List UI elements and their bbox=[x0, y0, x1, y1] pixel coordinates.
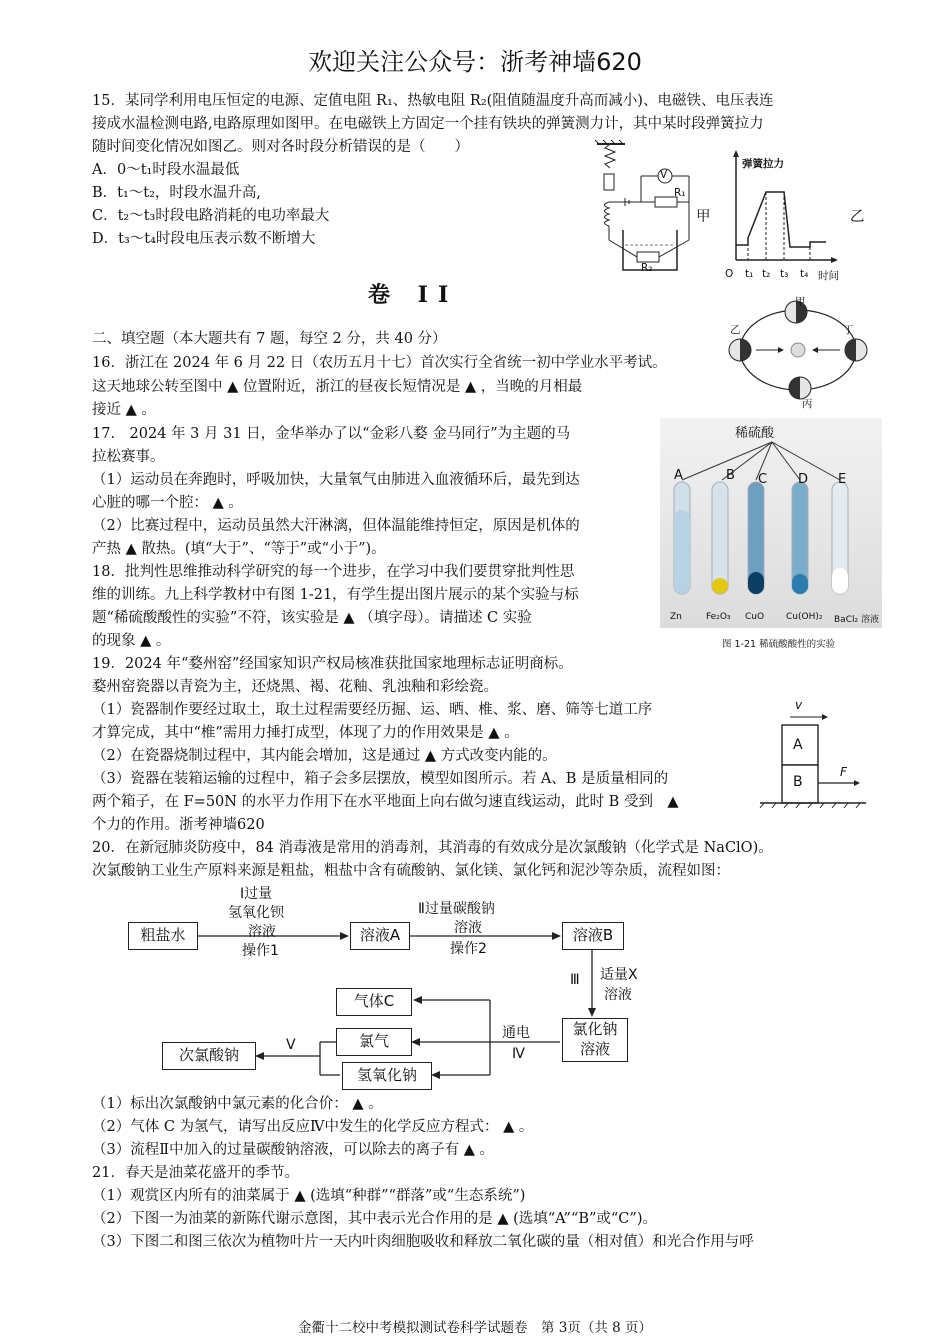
q17-line-6: 产热 ▲ 散热。(填“大于”、“等于”或“小于”)。 bbox=[92, 541, 386, 557]
q15-line-2: 接成水温检测电路,电路原理如图甲。在电磁铁上方固定一个挂有铁块的弹簧测力计，其中某时段弹簧拉力 bbox=[92, 116, 764, 132]
velocity-label: v bbox=[795, 698, 803, 712]
orbit-label-jia: 甲 bbox=[795, 296, 806, 308]
flow-step4-line2: Ⅳ bbox=[512, 1046, 525, 1062]
q21-line-4: （3）下图二和图三依次为植物叶片一天内叶肉细胞吸收和释放二氧化碳的量（相对值）和光合作用与呼 bbox=[92, 1234, 754, 1250]
tube-letter-e: E bbox=[838, 472, 847, 487]
circuit-voltmeter-label: V bbox=[660, 169, 668, 181]
q19-line-4: 才算完成，其中“椎”需用力捶打成型，体现了力的作用效果是 ▲ 。 bbox=[92, 725, 519, 741]
flow-box-chlorine: 氯气 bbox=[336, 1028, 412, 1056]
circuit-r1-label: R₁ bbox=[674, 187, 686, 199]
q15-line-3: 随时间变化情况如图乙。则对各时段分析错误的是（ ） bbox=[92, 139, 469, 155]
orbit-label-yi: 乙 bbox=[730, 324, 741, 336]
orbit-label-bing: 丙 bbox=[802, 398, 813, 410]
tube-letter-c: C bbox=[758, 472, 768, 487]
graph-x-t1: t₁ bbox=[745, 268, 754, 280]
q18-line-4: 的现象 ▲ 。 bbox=[92, 633, 171, 649]
q21-line-3: （2）下图一为油菜的新陈代谢示意图，其中表示光合作用的是 ▲ (选填“A”“B”或“C”)。 bbox=[92, 1211, 657, 1227]
flow-box-naoh: 氢氧化钠 bbox=[342, 1062, 432, 1090]
flow-box-naclo: 次氯酸钠 bbox=[162, 1042, 256, 1070]
flow-box-gas-c: 气体C bbox=[336, 988, 412, 1016]
tube-label-fe2o3: Fe₂O₃ bbox=[706, 612, 731, 622]
flow-step2-line2: 溶液 bbox=[454, 920, 482, 936]
flow-box-solution-b: 溶液B bbox=[562, 922, 624, 950]
flow-step4-line1: 通电 bbox=[502, 1025, 530, 1041]
q19-line-6: （3）瓷器在装箱运输的过程中，箱子会多层摆放，模型如图所示。若 A、B 是质量相同的 bbox=[92, 771, 669, 787]
q20-sub-3: （3）流程Ⅱ中加入的过量碳酸钠溶液，可以除去的离子有 ▲ 。 bbox=[92, 1142, 494, 1158]
flow-step5: Ⅴ bbox=[286, 1037, 296, 1053]
q15-line-1: 15．某同学利用电压恒定的电源、定值电阻 R₁、热敏电阻 R₂(阻值随温度升高而减小)、电磁铁、电压表连 bbox=[92, 93, 774, 109]
q20-sub-1: （1）标出次氯酸钠中氯元素的化合价： ▲ 。 bbox=[92, 1096, 383, 1112]
flow-step1-line4: 操作1 bbox=[242, 943, 279, 959]
flow-step1-line3: 溶液 bbox=[248, 924, 276, 940]
orbit-label-ding: 丁 bbox=[843, 324, 854, 336]
q16-line-3: 接近 ▲ 。 bbox=[92, 402, 156, 418]
tube-label-zn: Zn bbox=[670, 612, 682, 622]
graph-x-t4: t₄ bbox=[800, 268, 809, 280]
q19-line-1: 19．2024 年“婺州窑”经国家知识产权局核准获批国家地理标志证明商标。 bbox=[92, 656, 573, 672]
graph-y-label: 弹簧拉力 bbox=[742, 158, 784, 170]
flow-step2-line1: Ⅱ过量碳酸钠 bbox=[418, 901, 495, 917]
flow-step1-line2: 氢氧化钡 bbox=[228, 905, 284, 921]
graph-x-t2: t₂ bbox=[762, 268, 771, 280]
q16-line-1: 16．浙江在 2024 年 6 月 22 日（农历五月十七）首次实行全省统一初中学业水平考试。 bbox=[92, 355, 667, 371]
q15-option-d: D．t₃～t₄时段电压表示数不断增大 bbox=[92, 231, 316, 247]
flow-box-nacl-solution: 氯化钠 溶液 bbox=[562, 1018, 628, 1062]
box-a-label: A bbox=[793, 737, 803, 753]
tube-label-bacl2: BaCl₂ 溶液 bbox=[834, 615, 879, 625]
graph-x-origin: O bbox=[725, 268, 734, 280]
q19-line-3: （1）瓷器制作要经过取土，取土过程需要经历掘、运、晒、椎、浆、磨、筛等七道工序 bbox=[92, 702, 653, 718]
part2-heading: 二、填空题（本大题共有 7 题，每空 2 分，共 40 分） bbox=[92, 331, 447, 347]
flow-step1-line1: Ⅰ过量 bbox=[240, 886, 273, 902]
tube-label-cuo: CuO bbox=[745, 612, 765, 622]
box-b-label: B bbox=[793, 774, 803, 790]
q15-option-b: B．t₁～t₂，时段水温升高, bbox=[92, 185, 262, 201]
q17-line-5: （2）比赛过程中，运动员虽然大汗淋漓，但体温能维持恒定，原因是机体的 bbox=[92, 518, 580, 534]
photo-title: 稀硫酸 bbox=[735, 426, 775, 441]
tube-letter-b: B bbox=[726, 468, 735, 483]
tube-letter-a: A bbox=[674, 468, 683, 483]
q18-line-2: 维的训练。九上科学教材中有图 1-21，有学生提出图片展示的某个实验与标 bbox=[92, 587, 579, 603]
q17-line-1: 17. 2024 年 3 月 31 日，金华举办了以“金彩八婺 金马同行”为主题的马 bbox=[92, 426, 571, 442]
q15-option-c: C．t₂～t₃时段电路消耗的电功率最大 bbox=[92, 208, 330, 224]
q20-line-2: 次氯酸钠工业生产原料来源是粗盐，粗盐中含有硫酸钠、氯化镁、氯化钙和泥沙等杂质，流程如图： bbox=[92, 863, 730, 879]
q20-sub-2: （2）气体 C 为氢气，请写出反应Ⅳ中发生的化学反应方程式： ▲ 。 bbox=[92, 1119, 534, 1135]
q16-line-2: 这天地球公转至图中 ▲ 位置附近，浙江的昼夜长短情况是 ▲ ，当晚的月相最 bbox=[92, 379, 583, 395]
flow-box-crude-salt: 粗盐水 bbox=[128, 922, 198, 950]
q21-line-2: （1）观赏区内所有的油菜属于 ▲ (选填“种群”“群落”或“生态系统”) bbox=[92, 1188, 526, 1204]
q18-line-3: 题“稀硫酸酸性的实验”不符，该实验是 ▲ （填字母）。请描述 C 实验 bbox=[92, 610, 532, 626]
q19-line-5: （2）在瓷器烧制过程中，其内能会增加，这是通过 ▲ 方式改变内能的。 bbox=[92, 748, 557, 764]
flow-step3-line2: 溶液 bbox=[604, 987, 632, 1003]
q19-line-7: 两个箱子，在 F=50N 的水平力作用下在水平地面上向右做匀速直线运动，此时 B 受到 ▲ bbox=[92, 794, 679, 810]
q19-line-2: 婺州窑瓷器以青瓷为主，还烧黑、褐、花釉、乳浊釉和彩绘瓷。 bbox=[92, 679, 498, 695]
figure-jia-label: 甲 bbox=[696, 209, 711, 225]
tube-label-cuoh2: Cu(OH)₂ bbox=[786, 612, 823, 622]
q17-line-4: 心脏的哪一个腔： ▲ 。 bbox=[92, 495, 243, 511]
graph-x-t3: t₃ bbox=[780, 268, 789, 280]
tube-letter-d: D bbox=[798, 472, 809, 487]
q15-option-a: A．0～t₁时段水温最低 bbox=[92, 162, 240, 178]
q17-line-3: （1）运动员在奔跑时，呼吸加快，大量氧气由肺进入血液循环后，最先到达 bbox=[92, 472, 580, 488]
photo-caption: 图 1-21 稀硫酸酸性的实验 bbox=[722, 639, 836, 650]
flow-box-solution-a: 溶液A bbox=[350, 922, 410, 950]
q21-line-1: 21．春天是油菜花盛开的季节。 bbox=[92, 1165, 299, 1181]
q20-line-1: 20．在新冠肺炎防疫中，84 消毒液是常用的消毒剂，其消毒的有效成分是次氯酸钠（化学式是 NaClO)。 bbox=[92, 840, 773, 856]
figure-yi-label: 乙 bbox=[850, 209, 865, 225]
q18-line-1: 18．批判性思维推动科学研究的每一个进步，在学习中我们要贯穿批判性思 bbox=[92, 564, 575, 580]
section-title: 卷 II bbox=[368, 282, 459, 308]
force-label: F bbox=[840, 765, 847, 779]
q19-line-8: 个力的作用。浙考神墙620 bbox=[92, 817, 265, 833]
flow-step3-roman: Ⅲ bbox=[570, 972, 580, 988]
q17-line-2: 拉松赛事。 bbox=[92, 449, 165, 465]
page-header: 欢迎关注公众号：浙考神墙620 bbox=[308, 48, 642, 76]
graph-x-time: 时间 bbox=[818, 270, 839, 282]
page-footer: 金衢十二校中考模拟测试卷科学试题卷 第 3页（共 8 页） bbox=[297, 1320, 653, 1336]
circuit-r2-label: R₂ bbox=[641, 262, 653, 274]
flow-step3-line1: 适量X bbox=[600, 967, 638, 983]
flow-step2-line3: 操作2 bbox=[450, 941, 487, 957]
